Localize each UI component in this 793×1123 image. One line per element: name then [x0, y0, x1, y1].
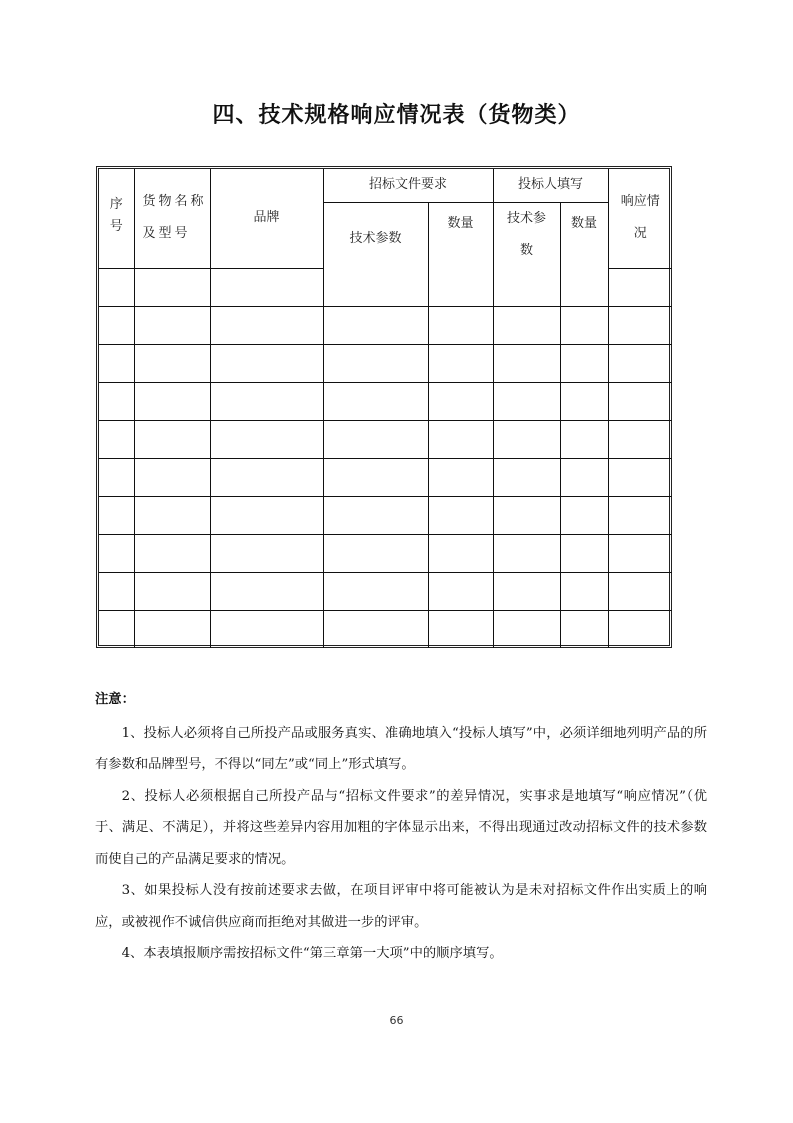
- table-cell[interactable]: [134, 268, 210, 306]
- header-response-line1: 响应情: [620, 194, 660, 210]
- table-cell[interactable]: [608, 496, 672, 534]
- table-row: [99, 382, 672, 420]
- header-bidder-quantity: 数量: [560, 202, 608, 268]
- header-serial-line1: 序: [109, 197, 123, 213]
- header-response-line2: 况: [633, 226, 647, 242]
- tech-spec-response-table: [96, 166, 672, 648]
- table-cell[interactable]: [560, 344, 608, 382]
- note-item-4: 4、本表填报顺序需按招标文件“第三章第一大项”中的顺序填写。: [121, 946, 503, 961]
- table-cell[interactable]: [210, 610, 323, 648]
- table-row: [99, 610, 672, 648]
- note-item-1: 1、投标人必须将自己所投产品或服务真实、准确地填入“投标人填写”中，必须详细地列明产品的所有参数和品牌型号，不得以“同左”或“同上”形式填写。: [95, 725, 707, 772]
- header-tender-requirements: 招标文件要求: [323, 169, 493, 202]
- table-cell[interactable]: [493, 458, 560, 496]
- table-cell[interactable]: [134, 534, 210, 572]
- table-cell[interactable]: [210, 268, 323, 306]
- table-cell[interactable]: [560, 496, 608, 534]
- header-serial-line2: 号: [109, 219, 123, 235]
- header-goods-name: [134, 169, 210, 268]
- table-cell[interactable]: [560, 382, 608, 420]
- header-brand: 品牌: [210, 169, 323, 268]
- table-cell[interactable]: [210, 496, 323, 534]
- table-row: [99, 458, 672, 496]
- table-cell[interactable]: [323, 420, 428, 458]
- table-cell[interactable]: [323, 382, 428, 420]
- table-cell[interactable]: [493, 572, 560, 610]
- table-row: [99, 572, 672, 610]
- table-cell[interactable]: [323, 306, 428, 344]
- table-cell[interactable]: [428, 610, 493, 648]
- table-cell[interactable]: [608, 420, 672, 458]
- table-cell[interactable]: [134, 382, 210, 420]
- header-response: [608, 169, 672, 268]
- table-cell[interactable]: [134, 458, 210, 496]
- header-goods-name-line1: 货物名称: [142, 194, 207, 210]
- notes-title: 注意：: [95, 692, 135, 707]
- table-cell[interactable]: [493, 382, 560, 420]
- table-cell[interactable]: [493, 268, 560, 306]
- table-cell[interactable]: [210, 382, 323, 420]
- table-cell[interactable]: [210, 306, 323, 344]
- header-bidder-tech-params-line1: 技术参: [507, 210, 547, 226]
- table-cell[interactable]: [99, 610, 134, 648]
- table-cell[interactable]: [560, 572, 608, 610]
- table-cell[interactable]: [608, 382, 672, 420]
- table-row: [99, 268, 672, 306]
- table-cell[interactable]: [428, 572, 493, 610]
- table-cell[interactable]: [608, 610, 672, 648]
- table-cell[interactable]: [428, 268, 493, 306]
- table-cell[interactable]: [493, 306, 560, 344]
- table-cell[interactable]: [428, 306, 493, 344]
- table-cell[interactable]: [210, 420, 323, 458]
- table-cell[interactable]: [323, 496, 428, 534]
- table-cell[interactable]: [210, 534, 323, 572]
- table-cell[interactable]: [210, 572, 323, 610]
- table-cell[interactable]: [493, 534, 560, 572]
- table-cell[interactable]: [608, 306, 672, 344]
- table-row: [99, 306, 672, 344]
- table-cell[interactable]: [99, 382, 134, 420]
- table-cell[interactable]: [428, 458, 493, 496]
- table-row: [99, 534, 672, 572]
- table-cell[interactable]: [134, 344, 210, 382]
- table-cell[interactable]: [323, 268, 428, 306]
- page-number: 66: [389, 1014, 404, 1027]
- table-cell[interactable]: [134, 306, 210, 344]
- table-cell[interactable]: [134, 420, 210, 458]
- table-cell[interactable]: [493, 610, 560, 648]
- table-cell[interactable]: [608, 268, 672, 306]
- table-cell[interactable]: [99, 268, 134, 306]
- table-cell[interactable]: [608, 458, 672, 496]
- table-cell[interactable]: [323, 458, 428, 496]
- table-cell[interactable]: [134, 572, 210, 610]
- table-cell[interactable]: [428, 382, 493, 420]
- header-goods-name-line2: 及型号: [142, 226, 191, 242]
- table-cell[interactable]: [493, 344, 560, 382]
- table-cell[interactable]: [99, 344, 134, 382]
- table-body: [99, 268, 672, 648]
- page-title: 四、技术规格响应情况表（货物类）: [212, 103, 581, 128]
- table-cell[interactable]: [323, 572, 428, 610]
- table-cell[interactable]: [210, 344, 323, 382]
- header-tender-quantity: 数量: [428, 202, 493, 268]
- note-item-2: 2、投标人必须根据自己所投产品与“招标文件要求”的差异情况，实事求是地填写“响应情况”（优于、满足、不满足），并将这些差异内容用加粗的字体显示出来，不得出现通过改动招标文件的技术参数而使自己的产品满足要求的情况。: [95, 788, 707, 867]
- table-cell[interactable]: [134, 496, 210, 534]
- table-cell[interactable]: [428, 420, 493, 458]
- header-bidder-tech-params-line2: 数: [520, 242, 534, 258]
- table-cell[interactable]: [323, 534, 428, 572]
- table-cell[interactable]: [99, 306, 134, 344]
- table-cell[interactable]: [428, 344, 493, 382]
- table-row: [99, 496, 672, 534]
- table-cell[interactable]: [608, 344, 672, 382]
- header-serial: [99, 169, 134, 268]
- table-cell[interactable]: [323, 610, 428, 648]
- table-cell[interactable]: [210, 458, 323, 496]
- header-bidder-fill: 投标人填写: [493, 169, 608, 202]
- header-tender-tech-params: 技术参数: [323, 202, 428, 268]
- table-cell[interactable]: [134, 610, 210, 648]
- table-cell[interactable]: [493, 420, 560, 458]
- table-cell[interactable]: [323, 344, 428, 382]
- header-bidder-tech-params: [493, 202, 560, 268]
- table-cell[interactable]: [99, 496, 134, 534]
- table-cell[interactable]: [99, 458, 134, 496]
- notes-section: [95, 684, 707, 970]
- table-cell[interactable]: [560, 610, 608, 648]
- spec-table: [99, 169, 672, 648]
- table-row: [99, 344, 672, 382]
- table-cell[interactable]: [560, 534, 608, 572]
- table-cell[interactable]: [560, 306, 608, 344]
- table-cell[interactable]: [99, 534, 134, 572]
- table-cell[interactable]: [608, 572, 672, 610]
- table-cell[interactable]: [560, 458, 608, 496]
- note-item-3: 3、如果投标人没有按前述要求去做，在项目评审中将可能被认为是未对招标文件作出实质上的响应，或被视作不诚信供应商而拒绝对其做进一步的评审。: [95, 883, 707, 930]
- table-cell[interactable]: [560, 268, 608, 306]
- table-cell[interactable]: [608, 534, 672, 572]
- table-cell[interactable]: [428, 496, 493, 534]
- table-cell[interactable]: [560, 420, 608, 458]
- table-row: [99, 420, 672, 458]
- table-cell[interactable]: [99, 572, 134, 610]
- table-cell[interactable]: [493, 496, 560, 534]
- table-cell[interactable]: [428, 534, 493, 572]
- table-cell[interactable]: [99, 420, 134, 458]
